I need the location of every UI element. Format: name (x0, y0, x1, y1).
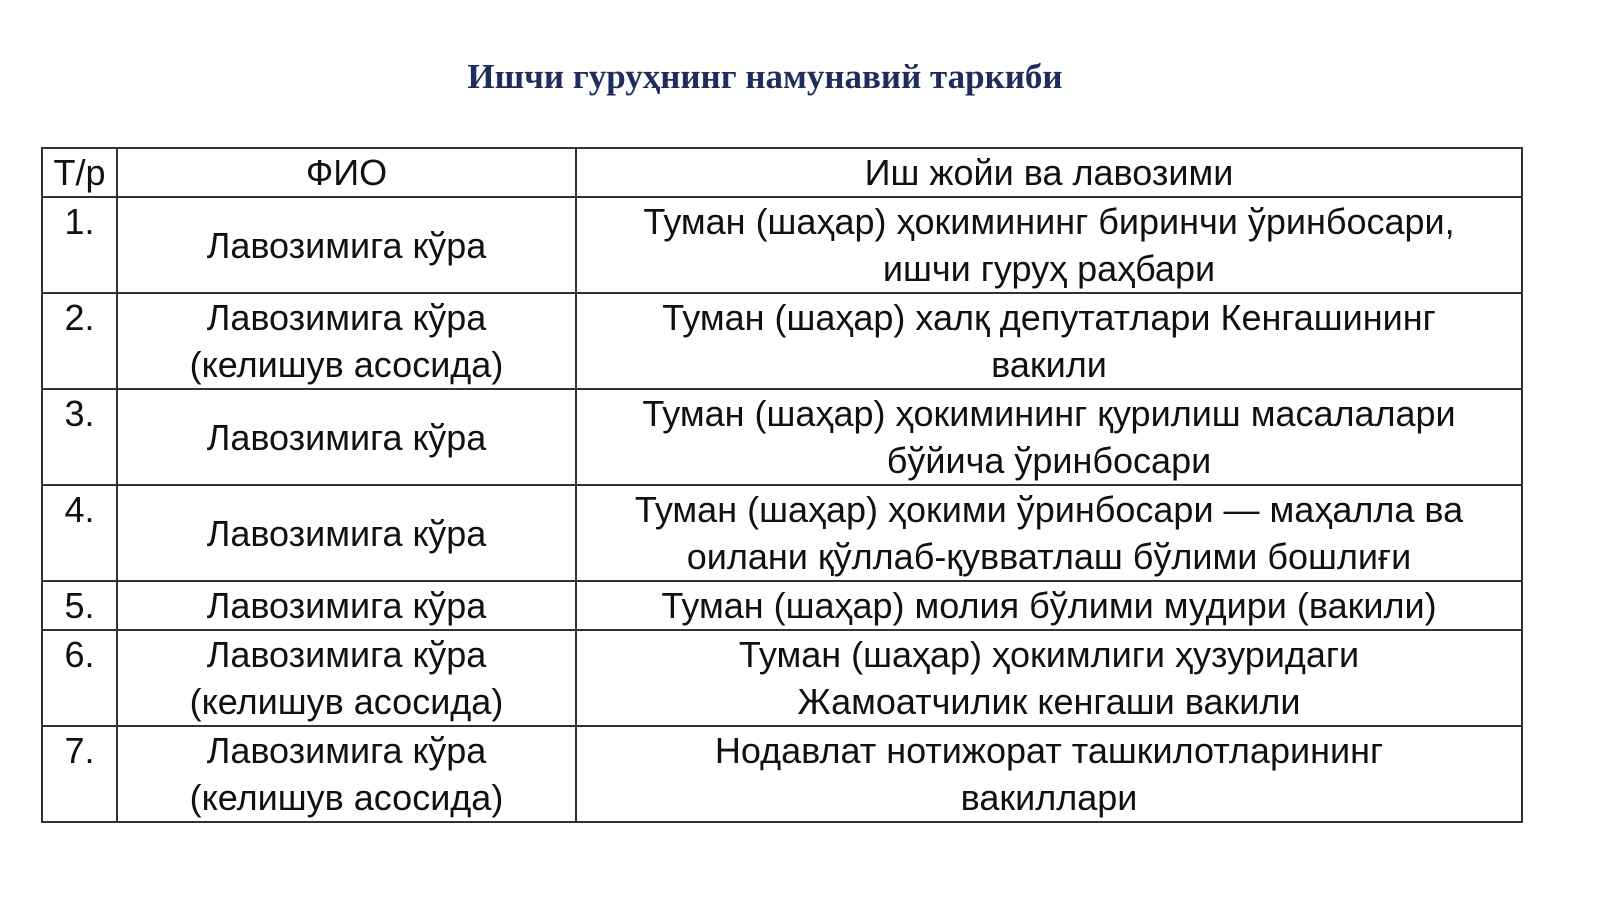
fio-cell (117, 389, 576, 485)
position-cell (576, 293, 1522, 389)
position-text: Туман (шаҳар) халқ депутатлари Кенгашининг (662, 297, 1436, 338)
table-row (42, 581, 1522, 630)
fio-text: Лавозимига кўра (206, 224, 487, 266)
fio-cell (117, 197, 576, 293)
fio-text: (келишув асосида) (189, 344, 504, 385)
position-text: Туман (шаҳар) ҳокими ўринбосари — маҳалла ва (634, 489, 1464, 530)
position-cell (576, 581, 1522, 630)
table-row (42, 389, 1522, 485)
table-row (42, 726, 1522, 822)
position-cell (576, 726, 1522, 822)
fio-text: Лавозимига кўра (206, 634, 487, 675)
fio-cell (117, 293, 576, 389)
row-number: 5. (42, 581, 117, 630)
fio-text: Лавозимига кўра (206, 416, 487, 458)
fio-text: (келишув асосида) (189, 777, 504, 818)
fio-text: Лавозимига кўра (206, 512, 487, 554)
column-header-position: Иш жойи ва лавозими (576, 148, 1522, 197)
position-text: Жамоатчилик кенгаши вакили (797, 681, 1301, 722)
position-text: оилани қўллаб-қувватлаш бўлими бошлиғи (686, 536, 1412, 577)
position-text: Туман (шаҳар) ҳокимининг қурилиш масалалари (642, 393, 1456, 434)
position-cell (576, 630, 1522, 726)
row-number: 2. (42, 293, 117, 389)
composition-table (41, 147, 1523, 823)
position-text: Туман (шаҳар) ҳокимининг биринчи ўринбосари, (643, 201, 1455, 242)
page-title: Ишчи гуруҳнинг намунавий таркиби (467, 57, 1063, 96)
position-cell (576, 197, 1522, 293)
fio-text: Лавозимига кўра (206, 297, 487, 338)
table-row (42, 630, 1522, 726)
table-header-row (42, 148, 1522, 197)
fio-text: (келишув асосида) (189, 681, 504, 722)
row-number: 4. (42, 485, 117, 581)
table-body (42, 197, 1522, 822)
position-text: вакиллари (960, 777, 1138, 818)
position-text: Туман (шаҳар) ҳокимлиги ҳузуридаги (738, 634, 1360, 675)
row-number: 6. (42, 630, 117, 726)
fio-cell (117, 726, 576, 822)
table-row (42, 485, 1522, 581)
position-text: ишчи гуруҳ раҳбари (882, 248, 1216, 289)
fio-text: Лавозимига кўра (206, 730, 487, 771)
position-cell (576, 485, 1522, 581)
column-header-number: Т/р (42, 148, 117, 197)
fio-cell (117, 485, 576, 581)
position-text: вакили (991, 344, 1107, 385)
position-text: Нодавлат нотижорат ташкилотларининг (714, 730, 1384, 771)
column-header-fio: ФИО (117, 148, 576, 197)
row-number: 3. (42, 389, 117, 485)
row-number: 7. (42, 726, 117, 822)
table-row (42, 197, 1522, 293)
row-number: 1. (42, 197, 117, 293)
table-row (42, 293, 1522, 389)
position-text: бўйича ўринбосари (886, 440, 1212, 481)
position-cell (576, 389, 1522, 485)
position-text: Туман (шаҳар) молия бўлими мудири (вакили) (661, 585, 1437, 626)
fio-cell (117, 630, 576, 726)
fio-text: Лавозимига кўра (206, 585, 487, 626)
fio-cell (117, 581, 576, 630)
